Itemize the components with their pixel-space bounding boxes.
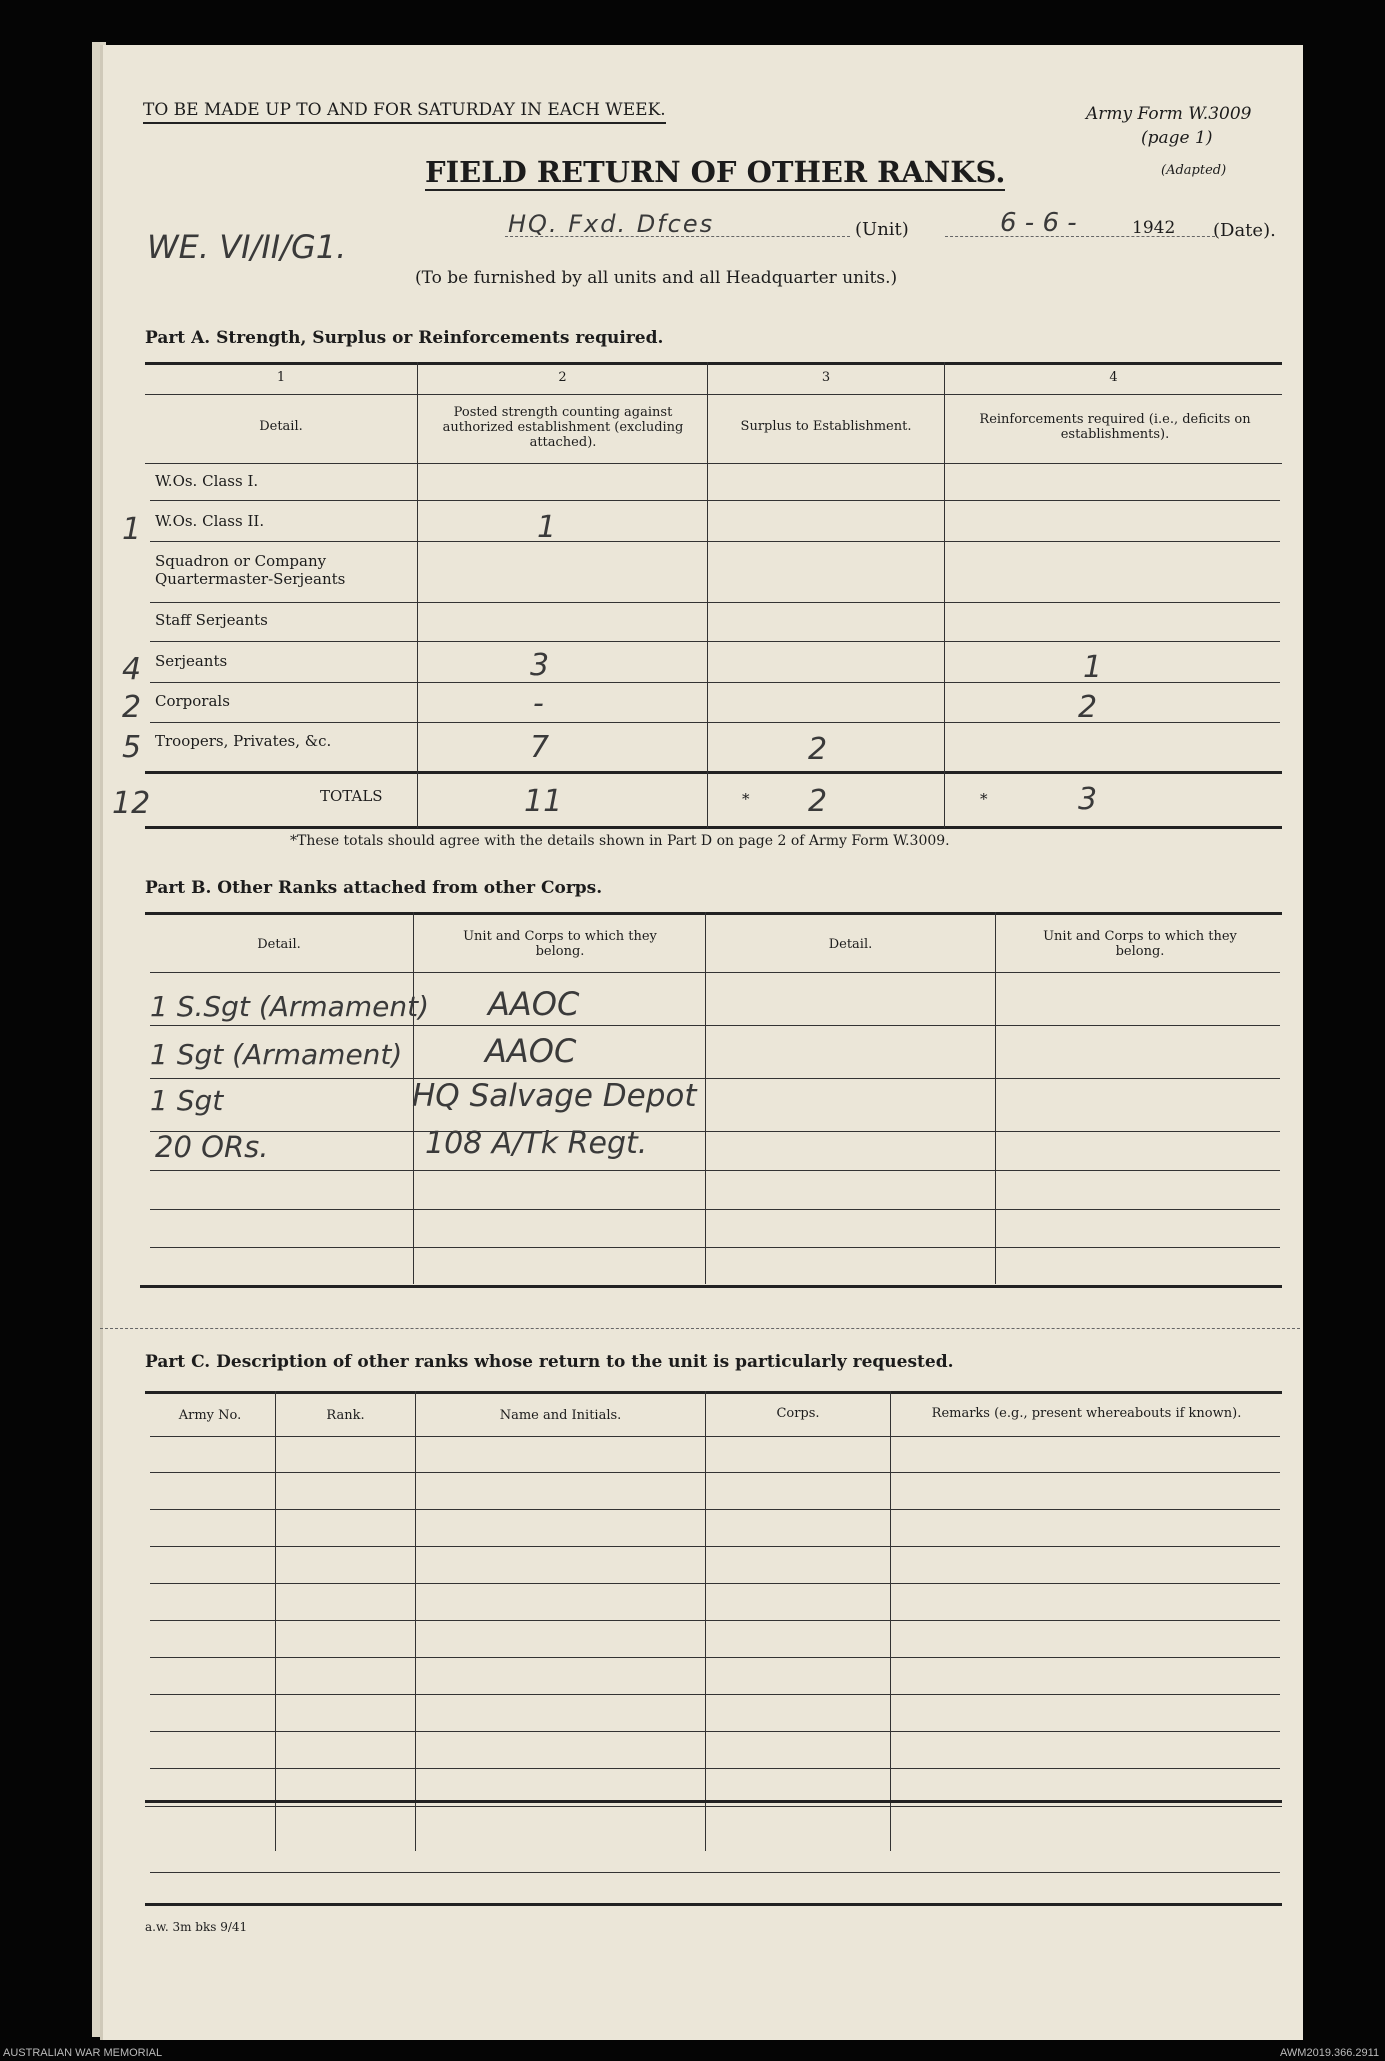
part-a-reinf-value: 2: [1078, 690, 1098, 725]
part-c-bottom-rule: [145, 1903, 1282, 1906]
part-a-col-number-3: 3: [821, 370, 831, 385]
part-c-row-rule: [150, 1583, 1280, 1584]
part-b-row-rule: [150, 1170, 1280, 1171]
part-c-header-army-no: Army No.: [178, 1408, 242, 1423]
part-a-margin-count: 4: [122, 652, 142, 687]
part-b-header-detail-2: Detail.: [828, 937, 873, 952]
date-year: 1942: [1132, 218, 1176, 238]
part-b-row-detail: 20 ORs.: [155, 1130, 269, 1164]
part-c-header-remarks: Remarks (e.g., present whereabouts if known).: [931, 1406, 1242, 1421]
part-b-row-unit: 108 A/Tk Regt.: [425, 1126, 648, 1161]
part-c-row-rule: [150, 1872, 1280, 1873]
part-a-col-number-4: 4: [1109, 370, 1118, 385]
printer-mark: a.w. 3m bks 9/41: [145, 1920, 248, 1934]
part-b-bottom-rule: [140, 1285, 1282, 1288]
part-c-row-rule: [150, 1694, 1280, 1695]
part-a-header-detail: Detail.: [259, 419, 303, 434]
part-a-row-rule: [150, 641, 1280, 642]
part-c-double-rule: [145, 1806, 1282, 1807]
part-c-col-divider-2: [415, 1391, 416, 1851]
part-c-col-divider-4: [890, 1391, 891, 1851]
part-b-row-detail: 1 Sgt (Armament): [150, 1038, 403, 1071]
archive-reference: AWM2019.366.2911: [1280, 2047, 1380, 2059]
part-a-row-label: Corporals: [155, 692, 230, 710]
part-a-totals-label: TOTALS: [320, 787, 383, 805]
part-b-header-detail-1: Detail.: [257, 937, 301, 952]
part-b-row-unit: AAOC: [485, 1032, 577, 1070]
part-c-top-rule: [145, 1391, 1282, 1394]
part-a-margin-count: 1: [122, 512, 142, 547]
part-a-reinf-value: 1: [1083, 650, 1103, 685]
form-title: FIELD RETURN OF OTHER RANKS.: [425, 155, 1006, 189]
part-a-col-divider-1: [417, 362, 418, 828]
part-a-surplus-value: 2: [808, 732, 828, 767]
part-b-header-unit-1: Unit and Corps to which they belong.: [463, 929, 657, 959]
part-a-posted-value: 3: [530, 648, 550, 683]
part-a-footnote: *These totals should agree with the details shown in Part D on page 2 of Army Form W.3009.: [290, 833, 950, 849]
part-c-row-rule: [150, 1657, 1280, 1658]
part-a-row-rule: [150, 722, 1280, 723]
part-a-row-rule: [150, 500, 1280, 501]
unit-dotted-line: [505, 236, 850, 237]
margin-note: WE. VI/II/G1.: [147, 228, 347, 266]
form-number: Army Form W.3009: [1086, 104, 1252, 124]
date-value: 6 - 6 -: [1000, 208, 1077, 238]
part-a-header-surplus: Surplus to Establishment.: [740, 419, 912, 434]
part-a-row-label: Squadron or Company Quartermaster-Serjeants: [155, 552, 346, 588]
part-c-row-rule: [150, 1472, 1280, 1473]
part-b-row-unit: HQ Salvage Depot: [412, 1078, 697, 1114]
unit-value: HQ. Fxd. Dfces: [508, 210, 715, 238]
part-a-title: Part A. Strength, Surplus or Reinforcements required.: [145, 328, 664, 348]
part-a-totals-posted: 11: [524, 784, 563, 819]
archive-caption: AUSTRALIAN WAR MEMORIAL: [3, 2047, 163, 2059]
part-a-row-rule: [150, 541, 1280, 542]
part-a-top-rule: [145, 362, 1282, 365]
part-c-row-rule: [150, 1731, 1280, 1732]
part-b-row-detail: 1 S.Sgt (Armament): [150, 990, 429, 1023]
part-a-row-label: W.Os. Class II.: [155, 512, 265, 530]
part-c-header-corps: Corps.: [776, 1406, 820, 1421]
unit-label: (Unit): [855, 219, 909, 240]
form-page-number: (page 1): [1141, 128, 1213, 148]
part-a-num-rule: [145, 394, 1282, 395]
part-b-row-rule: [150, 1131, 1280, 1132]
part-c-col-divider-3: [705, 1391, 706, 1851]
furnish-note: (To be furnished by all units and all Headquarter units.): [415, 268, 898, 288]
part-b-header-rule: [150, 972, 1280, 973]
part-b-row-rule: [150, 1078, 1280, 1079]
part-a-margin-count: 2: [122, 690, 142, 725]
part-c-header-rule: [150, 1436, 1280, 1437]
part-b-row-detail: 1 Sgt: [150, 1084, 224, 1117]
date-label: (Date).: [1213, 220, 1276, 241]
part-a-totals-rule: [145, 771, 1282, 774]
part-c-row-rule: [150, 1620, 1280, 1621]
part-a-header-rule: [145, 463, 1282, 464]
part-c-col-divider-1: [275, 1391, 276, 1851]
part-c-row-rule: [150, 1509, 1280, 1510]
part-a-header-reinforcements: Reinforcements required (i.e., deficits on establishments).: [979, 412, 1251, 442]
part-c-title: Part C. Description of other ranks whose return to the unit is particularly requested.: [145, 1352, 954, 1372]
part-b-row-rule: [150, 1247, 1280, 1248]
part-a-posted-value: -: [533, 686, 544, 721]
part-a-row-label: W.Os. Class I.: [155, 472, 259, 490]
part-b-row-rule: [150, 1025, 1280, 1026]
part-c-row-rule: [150, 1768, 1280, 1769]
part-b-col-divider-2: [705, 912, 706, 1284]
part-a-row-rule: [150, 602, 1280, 603]
part-b-col-divider-3: [995, 912, 996, 1284]
part-a-totals-reinf: 3: [1078, 782, 1098, 817]
page-perforation-line: [100, 1328, 1300, 1329]
part-a-totals-star: *: [742, 790, 750, 808]
part-b-top-rule: [145, 912, 1282, 915]
part-a-totals-margin: 12: [112, 786, 151, 821]
part-a-margin-count: 5: [122, 730, 142, 765]
part-c-double-rule: [145, 1800, 1282, 1803]
part-c-header-name: Name and Initials.: [499, 1408, 622, 1423]
instruction-line: TO BE MADE UP TO AND FOR SATURDAY IN EACH WEEK.: [143, 100, 666, 124]
part-a-posted-value: 1: [537, 510, 557, 545]
part-a-posted-value: 7: [530, 730, 550, 765]
part-a-col-number-2: 2: [558, 370, 567, 385]
part-c-row-rule: [150, 1546, 1280, 1547]
part-a-row-rule: [150, 682, 1280, 683]
part-a-col-divider-3: [944, 362, 945, 828]
part-a-col-number-1: 1: [276, 370, 286, 385]
part-c-header-rank: Rank.: [326, 1408, 365, 1423]
part-a-row-label: Staff Serjeants: [155, 611, 268, 629]
part-a-bottom-rule: [145, 826, 1282, 829]
part-a-totals-surplus: 2: [808, 784, 828, 819]
part-b-row-unit: AAOC: [488, 985, 580, 1023]
part-b-row-rule: [150, 1209, 1280, 1210]
part-a-row-label: Troopers, Privates, &c.: [155, 732, 332, 750]
part-b-title: Part B. Other Ranks attached from other Corps.: [145, 878, 603, 898]
part-a-totals-star: *: [980, 790, 988, 808]
part-a-row-label: Serjeants: [155, 652, 228, 670]
form-adapted: (Adapted): [1161, 163, 1227, 178]
part-a-header-posted: Posted strength counting against authorized establishment (excluding attached).: [442, 405, 684, 450]
part-b-header-unit-2: Unit and Corps to which they belong.: [1043, 929, 1237, 959]
